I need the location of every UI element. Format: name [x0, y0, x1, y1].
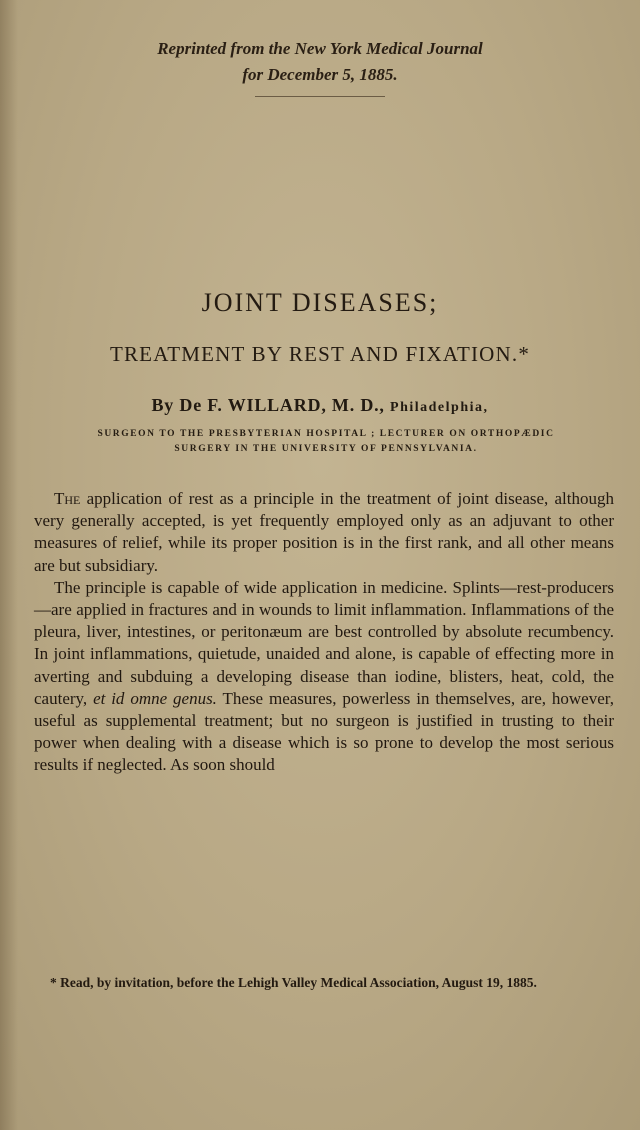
author-affiliation: [36, 427, 616, 457]
reprint-rule: [255, 96, 385, 97]
paragraph-2: [34, 577, 614, 777]
paragraph-2-text-a: The principle is capable of wide application in medicine. Splints—rest-producers—are applied in fractures and in wounds to limit inflammation. Inflammations of the pleura, liver, intestines, or peritonæum are best controlled by absolute recumbency. In joint inflammations, quietude, unaided and alone, is capable of effecting more in averting and subduing a developing disease than iodine, blisters, heat, cold, the cautery,: [34, 577, 614, 708]
affiliation-line-2: SURGERY IN THE UNIVERSITY OF PENNSYLVANIA.: [174, 444, 478, 454]
reprint-line-1: Reprinted from the New York Medical Journal: [157, 39, 483, 58]
paragraph-1-text: application of rest as a principle in the treatment of joint disease, although very generally accepted, is yet frequently employed only as an adjuvant to other measures of relief, while its proper position is in the first rank, and all other means are but subsidiary.: [34, 489, 614, 575]
affiliation-line-1: SURGEON TO THE PRESBYTERIAN HOSPITAL ; LECTURER ON ORTHOPÆDIC: [97, 429, 555, 439]
author-byline: [0, 395, 640, 416]
paragraph-2-text-b: These measures, powerless in themselves, are, however, useful as supplemental treatment; but no surgeon is justified in trusting to their power when dealing with a disease which is so prone to develop the most serious results if neglected. As soon should: [34, 688, 614, 775]
article-subtitle: TREATMENT BY REST AND FIXATION.*: [109, 342, 531, 366]
reprint-line-2: for December 5, 1885.: [242, 65, 398, 84]
byline-by: By: [151, 395, 175, 415]
paragraph-1: [34, 488, 614, 577]
article-title: JOINT DISEASES;: [201, 288, 439, 317]
author-name: De F. WILLARD, M. D.,: [179, 395, 385, 415]
paragraph-1-lead: The: [54, 489, 81, 508]
footnote: * Read, by invitation, before the Lehigh Valley Medical Association, August 19, 1885.: [50, 975, 537, 990]
article-body: [34, 488, 614, 777]
paragraph-2-italic: et id omne genus.: [93, 688, 217, 708]
author-place: Philadelphia,: [390, 400, 489, 415]
reprint-notice: [0, 36, 640, 88]
page-edge-shadow: [0, 0, 18, 1130]
